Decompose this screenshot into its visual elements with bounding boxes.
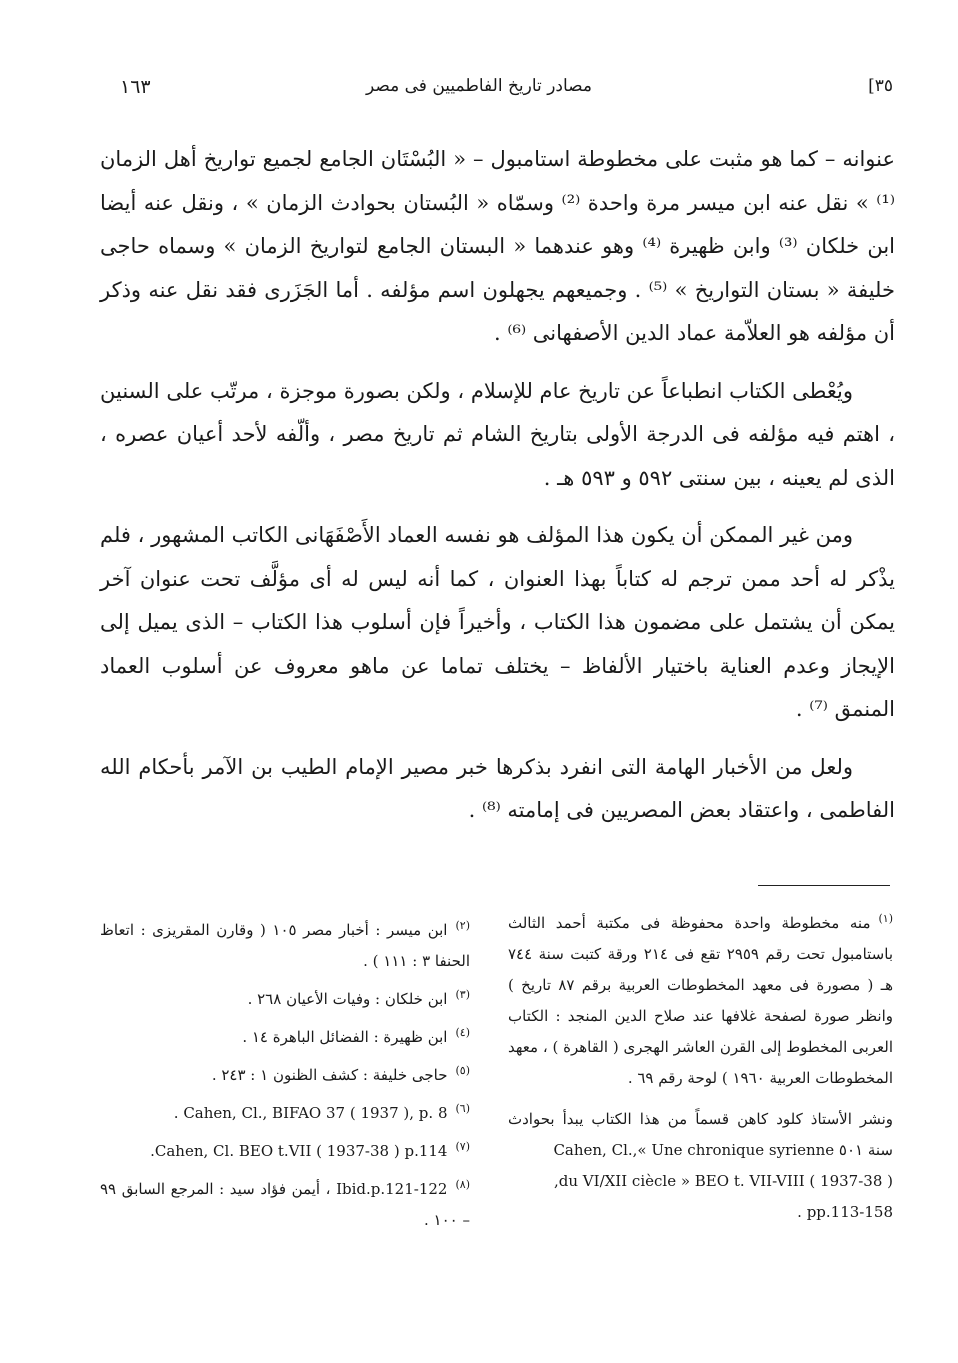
paragraph: ولعل من الأخبار الهامة التى انفرد بذكرها خبر مصير الإمام الطيب بن الآمر بأحكام الله الفاطمى ، واعتقاد بعض المصريين فى إمامته ⁽⁸⁾ . bbox=[100, 754, 895, 822]
footnote-text: ابن خلكان : وفيات الأعيان ٢٦٨ . bbox=[247, 990, 448, 1008]
footnote-number: (٢) bbox=[455, 919, 470, 932]
footnote-item bbox=[100, 910, 470, 977]
footnote-text: du VI/XII ciècle » BEO t. VII-VIII ( 1937-38 ), bbox=[554, 1172, 893, 1190]
footnote-text: منه مخطوطة واحدة محفوظة فى مكتبة أحمد الثالث باستامبول تحت رقم ٢٩٥٩ تقع فى ٢١٤ ورقة كتبت سنة ٧٤٤ هـ ( مصورة فى معهد المخطوطات العربية برقم ٨٧ تاريخ ) وانظر صورة لصفحة غلافها عند صلاح الدين المنجد : الكتاب العربى المخطوط إلى القرن العاشر الهجرى ( القاهرة ) ، معهد المخطوطات العربية ١٩٦٠ ) لوحة رقم ٦٩ . bbox=[508, 914, 894, 1087]
footnote-text: Ibid.p.121-122 ، أيمن فؤاد سيد : المرجع السابق ٩٩ – ١٠٠ . bbox=[100, 1180, 470, 1229]
footnote-number: (٧) bbox=[455, 1140, 470, 1153]
footnote-number: (٤) bbox=[455, 1026, 470, 1039]
footnotes-left-column bbox=[100, 910, 470, 1238]
footnote-item bbox=[100, 1055, 470, 1091]
footnotes-right-column bbox=[508, 903, 893, 1238]
footnote-item bbox=[100, 1093, 470, 1129]
footnote-item bbox=[100, 1017, 470, 1053]
page-reference: [٣٥ bbox=[868, 76, 893, 96]
footnote-number: (٣) bbox=[455, 988, 470, 1001]
footnote-text: حاجى خليفة : كشف الظنون ١ : ٢٤٣ . bbox=[211, 1066, 448, 1084]
footnote-number: (٦) bbox=[455, 1102, 470, 1115]
page-number: ١٦٣ bbox=[120, 76, 151, 98]
footnote-text: Cahen, Cl., BIFAO 37 ( 1937 ), p. 8 . bbox=[173, 1104, 448, 1122]
footnote-text: pp.113-158 . bbox=[797, 1203, 893, 1221]
footnote-item bbox=[100, 979, 470, 1015]
footnote-text: ابن ميسر : أخبار مصر ١٠٥ ( وقارن المقريزى : اتعاظ الحنفا ٣ : ١١١ ) . bbox=[100, 921, 470, 970]
footnote-item bbox=[100, 1131, 470, 1167]
footnote-item bbox=[100, 1169, 470, 1236]
main-text bbox=[100, 138, 895, 847]
footnote-number: (٥) bbox=[455, 1064, 470, 1077]
paragraph: ومن غير الممكن أن يكون هذا المؤلف هو نفسه العماد الأَصْفَهَانى الكاتب المشهور ، فلم يذْكر له أحد ممن ترجم له كتاباً بهذا العنوان ، كما أنه ليس له أى مؤلَّف تحت عنوان آخر يمكن أن يشتمل على مضمون هذا الكتاب ، وأخيراً فإن أسلوب هذا الكتاب – الذى يميل إلى الإيجاز وعدم العناية باختيار الألفاظ – يختلف تماما عن ماهو معروف عن أسلوب العماد المنمق ⁽⁷⁾ . bbox=[100, 523, 895, 721]
paragraph: عنوانه – كما هو مثبت على مخطوطة استامبول – « البُسْتَان الجامع لجميع تواريخ أهل الزمان ⁽¹⁾ » نقل عنه ابن ميسر مرة واحدة ⁽²⁾ وسمّاه « البُستان بحوادث الزمان » ، ونقل عنه أيضا ابن خلكان ⁽³⁾ وابن ظهيرة ⁽⁴⁾ وهو عندهما « البستان الجامع لتواريخ الزمان » وسماه حاجى خليفة « بستان التواريخ » ⁽⁵⁾ . وجميعهم يجهلون اسم مؤلفه . أما الجَزَرى فقد نقل عنه وذكر أن مؤلفه هو العلاّمة عماد الدين الأصفهانى ⁽⁶⁾ . bbox=[100, 147, 896, 345]
paragraph: ويُعْطى الكتاب انطباعاً عن تاريخ عام للإسلام ، ولكن بصورة موجزة ، مرتّب على السنين ، اهتم فيه مؤلفه فى الدرجة الأولى بتاريخ الشام ثم تاريخ مصر ، وألّفه لأحد أعيان عصره ، الذى لم يعينه ، بين سنتى ٥٩٢ و ٥٩٣ هـ . bbox=[100, 378, 895, 490]
footnote-text: ابن ظهيرة : الفضائل الباهرة ١٤ . bbox=[242, 1028, 448, 1046]
footnote-number: (١) bbox=[878, 912, 893, 925]
footnote-list bbox=[100, 910, 470, 1236]
running-title: مصادر تاريخ الفاطميين فى مصر bbox=[365, 76, 592, 96]
footnote-text: Cahen, Cl. BEO t.VII ( 1937-38 ) p.114. bbox=[150, 1142, 448, 1160]
footnote-number: (٨) bbox=[455, 1178, 470, 1191]
footnote-separator bbox=[758, 885, 890, 886]
footnote-1 bbox=[508, 903, 893, 1094]
footnote-1-continuation bbox=[508, 1104, 893, 1228]
footnote-text: ونشر الأستاذ كلود كاهن قسماً من هذا الكتاب يبدأ بحوادث سنة ٥٠١ Cahen, Cl.,« Une chronique syrienne bbox=[508, 1110, 893, 1159]
